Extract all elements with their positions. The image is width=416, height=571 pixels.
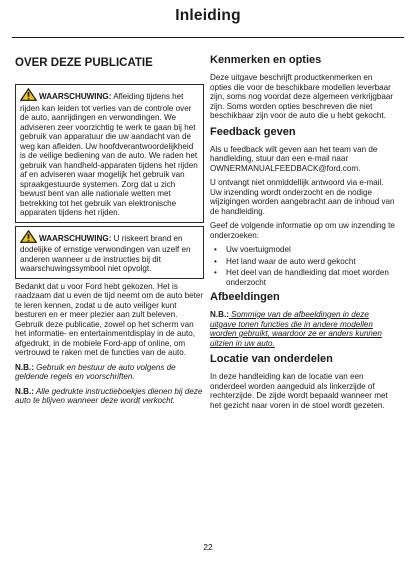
note-label: N.B.: [15,362,34,372]
note-text: Sommige van de afbeeldingen in deze uitgave tonen functies die in andere modellen worden gebruikt, waardoor ze er anders kunnen uitzien in uw auto. [210,310,382,348]
list-item [210,257,395,267]
header-divider [12,37,404,38]
note-text: Gebruik en bestuur de auto volgens de geldende regels en voorschriften. [15,362,176,381]
warning-triangle-icon [20,230,37,246]
warning-triangle-icon [20,88,37,104]
feedback-intro-text: Als u feedback wilt geven aan het team van de handleiding, stuur dan een e-mail naar [210,144,378,163]
warning-text: Afleiding tijdens het rijden kan leiden tot verlies van de controle over de auto, aanrijdingen en verwondingen. We adviseren zeer voorzichtig te werk te gaan bij het gebruik van apparatuur die uw aandacht van de weg kan afleiden. Uw hoofdverantwoordelijkheid is de veilige bediening van de auto. We raden het gebruik van handheld-apparaten tijdens het rijden af en adviseren waar mogelijk het gebruik van spraakgestuurde systemen. Zorg dat u zich bewust bent van alle nationale wetten met betrekking tot het gebruik van elektronische apparaten tijdens het rijden. [20,92,198,217]
list-item-text: Het land waar de auto werd gekocht [226,256,356,266]
intro-paragraph: Bedankt dat u voor Ford hebt gekozen. Het is raadzaam dat u even de tijd neemt om de auto beter te leren kennen, zodat u de auto veiliger kunt besturen en er meer plezier aan zult beleven. Gebruik deze publicatie, zowel op het scherm van het informatie- en entertainmentdisplay in de auto, afgedrukt, in de mobiele Ford-app of online, om vertrouwd te raken met de functies van de auto. [15,281,204,357]
feedback-bullet-list [210,245,395,287]
warning-text: U riskeert brand en dodelijke of ernstige verwondingen van uzelf en anderen wanneer u de instructies bij dit waarschuwingssymbool niet opvolgt. [20,233,191,273]
note-label: N.B.: [15,386,34,396]
warning-box-fire [15,226,204,279]
feedback-response-paragraph: U ontvangt niet onmiddellijk antwoord via e-mail. Uw inzending wordt onderzocht en de nodige wijzigingen worden aangebracht aan de inhoud van de handleiding. [210,178,395,216]
feedback-info-paragraph: Geef de volgende informatie op om uw inzending te onderzoeken: [210,221,395,240]
note-handbooks [15,387,204,406]
note-images [210,310,395,348]
page-header-title: Inleiding [175,7,241,24]
list-item-text: Het deel van de handleiding dat moet worden onderzocht [226,268,389,287]
section-title-features: Kenmerken en opties [210,54,322,66]
warning-box-distraction [15,84,204,223]
bullet-icon: • [214,245,217,254]
section-title-component-location: Locatie van onderdelen [210,353,333,365]
warning-label: WAARSCHUWING: [39,233,112,243]
note-regulations [15,363,204,382]
features-paragraph: Deze uitgave beschrijft productkenmerken en opties die voor de beschikbare modellen leverbaar zijn, soms nog voordat deze algemeen verkrijgbaar zijn. Soms worden opties beschreven die niet beschikbaar zijn voor de auto die u hebt gekocht. [210,73,394,120]
list-item-text: Uw voertuigmodel [226,245,291,254]
left-column [15,52,204,411]
component-location-paragraph: In deze handleiding kan de locatie van een onderdeel worden aangeduid als linkerzijde of rechterzijde. De zijde wordt bepaald wanneer met het gezicht naar voren in de stoel wordt gezeten. [210,372,388,410]
bullet-icon: • [214,268,217,277]
bullet-icon: • [214,256,217,266]
section-title-about: OVER DEZE PUBLICATIE [15,57,153,69]
warning-label: WAARSCHUWING: [39,92,112,101]
note-text: Alle gedrukte instructieboekjes dienen bij deze auto te blijven wanneer deze wordt verkocht. [15,386,203,405]
list-item [210,245,395,255]
feedback-paragraph [210,145,395,174]
right-column [210,52,395,415]
section-title-feedback: Feedback geven [210,125,296,138]
list-item [210,268,395,287]
page-number: 22 [203,542,213,552]
note-label: N.B.: [210,310,229,319]
feedback-email: OWNERMANUALFEEDBACK@ford.com. [210,163,361,173]
section-title-images: Afbeeldingen [210,291,280,303]
